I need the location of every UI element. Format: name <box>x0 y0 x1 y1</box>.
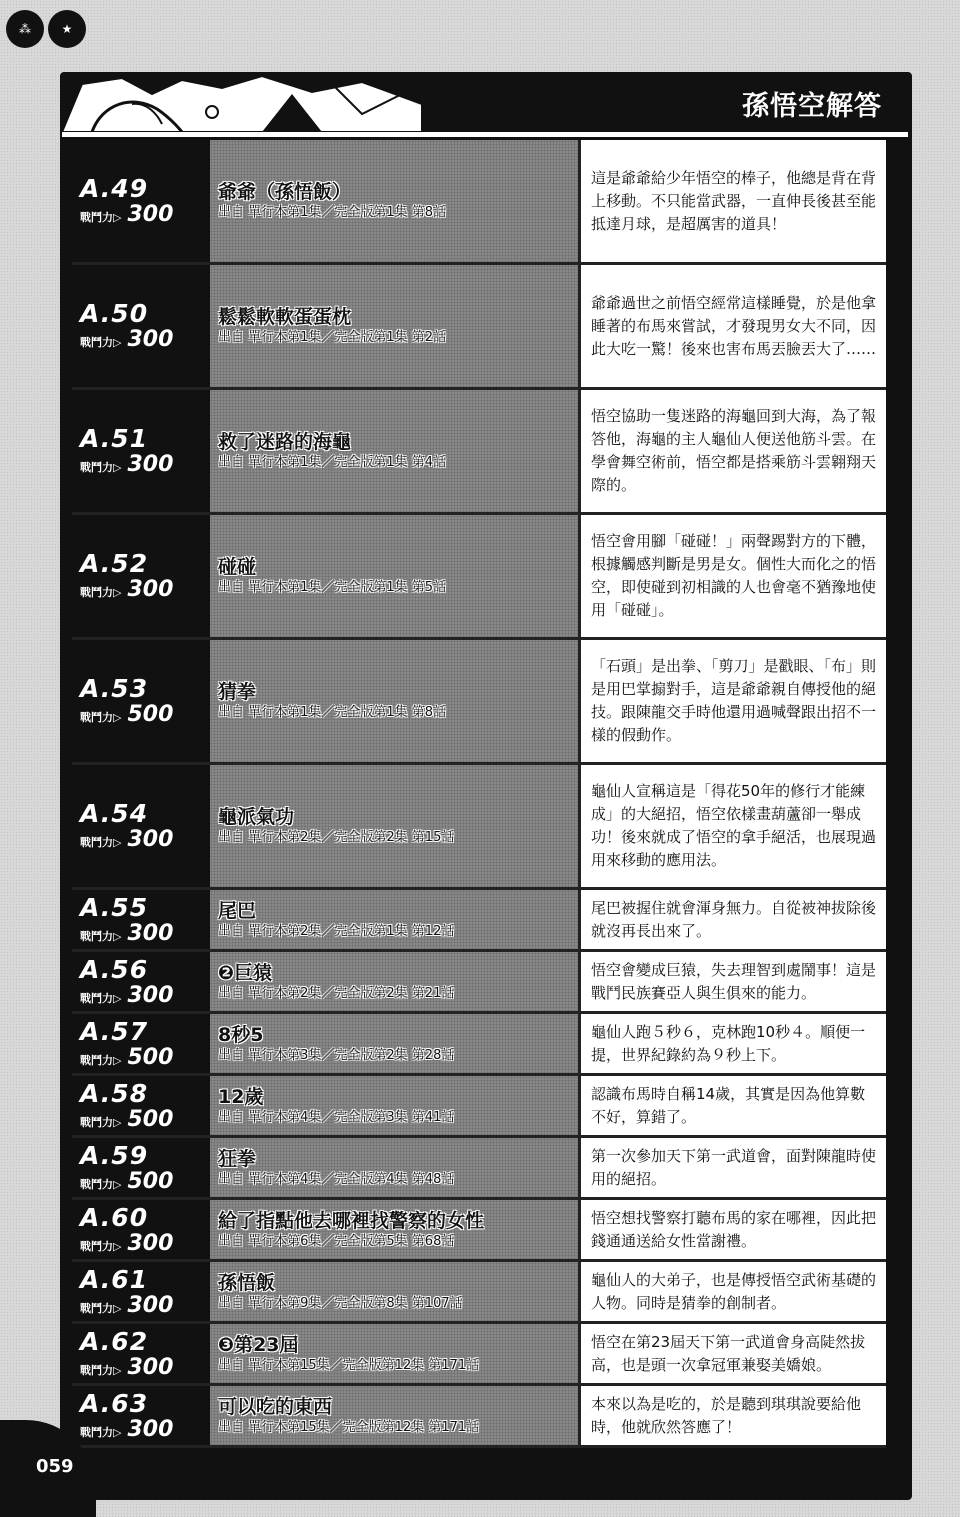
power-value: 300 <box>127 1230 174 1256</box>
power-label: 戰鬥力▷ <box>80 1301 122 1315</box>
power-value: 500 <box>127 1044 174 1070</box>
power-label: 戰鬥力▷ <box>80 929 122 943</box>
description-text: 本來以為是吃的，於是聽到琪琪說要給他時，他就欣然答應了！ <box>591 1394 862 1436</box>
answer-cell <box>210 1200 578 1259</box>
answer-text: 8秒5 <box>218 1023 264 1046</box>
source-reference: 出自 單行本第2集／完全版第2集 第21話 <box>218 985 455 1001</box>
dragon-ball-icon: ⁂ <box>6 10 44 48</box>
description-cell <box>578 952 886 1011</box>
description-cell <box>578 1386 886 1445</box>
answer-text: 孫悟飯 <box>218 1271 276 1294</box>
page-title: 孫悟空解答 <box>742 91 882 122</box>
power-value: 500 <box>127 702 174 727</box>
description-text: 龜仙人的大弟子，也是傳授悟空武術基礎的人物。同時是猜拳的創制者。 <box>591 1270 877 1312</box>
power-label: 戰鬥力▷ <box>80 586 122 599</box>
answer-cell <box>210 640 578 762</box>
power-label: 戰鬥力▷ <box>80 336 122 349</box>
description-text: 這是爺爺給少年悟空的棒子，他總是背在背上移動。不只能當武器，一直伸長後甚至能抵達月球，是超厲害的道具！ <box>591 168 877 233</box>
answer-row <box>72 390 886 515</box>
answer-row <box>72 640 886 765</box>
source-reference: 出自 單行本第4集／完全版第4集 第48話 <box>218 1171 455 1187</box>
power-level <box>80 982 210 1008</box>
answer-text: 可以吃的東西 <box>218 1395 333 1418</box>
header-divider <box>62 132 908 138</box>
source-reference: 出自 單行本第2集／完全版第1集 第12話 <box>218 923 455 939</box>
description-cell <box>578 1138 886 1197</box>
description-cell <box>578 1200 886 1259</box>
question-cell <box>72 1386 210 1445</box>
question-number: A.56 <box>80 954 149 984</box>
question-number: A.58 <box>80 1078 149 1108</box>
source-reference: 出自 單行本第3集／完全版第2集 第28話 <box>218 1047 455 1063</box>
power-level <box>80 204 210 226</box>
answer-cell <box>210 390 578 512</box>
answer-text: ❸第23屆 <box>218 1333 299 1356</box>
source-reference: 出自 單行本第6集／完全版第5集 第68話 <box>218 1233 455 1249</box>
power-value: 300 <box>127 1292 174 1318</box>
description-text: 悟空想找警察打聽布馬的家在哪裡，因此把錢通通送給女性當謝禮。 <box>591 1208 877 1250</box>
power-label: 戰鬥力▷ <box>80 1053 122 1067</box>
power-label: 戰鬥力▷ <box>80 461 122 474</box>
answer-row <box>72 1262 886 1324</box>
power-value: 300 <box>127 1416 174 1442</box>
power-label: 戰鬥力▷ <box>80 711 122 724</box>
description-cell <box>578 515 886 637</box>
question-number: A.51 <box>80 424 149 453</box>
source-reference: 出自 單行本第4集／完全版第3集 第41話 <box>218 1109 455 1125</box>
answer-cell <box>210 515 578 637</box>
source-reference: 出自 單行本第15集／完全版第12集 第171話 <box>218 1357 480 1373</box>
answer-text: 救了迷路的海龜 <box>218 431 352 453</box>
power-level <box>80 1106 210 1132</box>
answer-row <box>72 515 886 640</box>
description-cell <box>578 1014 886 1073</box>
power-value: 300 <box>127 827 174 852</box>
question-cell <box>72 140 210 262</box>
answer-text: 鬆鬆軟軟蛋蛋枕 <box>218 306 352 328</box>
question-cell <box>72 265 210 387</box>
description-text: 爺爺過世之前悟空經常這樣睡覺，於是他拿睡著的布馬來嘗試，才發現男女大不同，因此大吃一驚！後來也害布馬丟臉丟大了…… <box>591 293 877 358</box>
power-label: 戰鬥力▷ <box>80 211 122 224</box>
description-cell <box>578 640 886 762</box>
answer-text: 尾巴 <box>218 899 257 922</box>
answer-row <box>72 1386 886 1448</box>
answer-cell <box>210 1324 578 1383</box>
power-label: 戰鬥力▷ <box>80 1115 122 1129</box>
description-text: 悟空會用腳「碰碰！」兩聲踢對方的下體，根據觸感判斷是男是女。個性大而化之的悟空，即使碰到初相識的人也會毫不猶豫地使用「碰碰」。 <box>591 532 877 619</box>
source-reference: 出自 單行本第9集／完全版第8集 第107話 <box>218 1295 463 1311</box>
answer-text: 碰碰 <box>218 556 257 578</box>
description-text: 「石頭」是出拳、「剪刀」是戳眼、「布」則是用巴掌搧對手，這是爺爺親自傳授他的絕技。跟陳龍交手時他還用過喊聲跟出招不一樣的假動作。 <box>591 657 877 744</box>
answer-cell <box>210 1014 578 1073</box>
answer-cell <box>210 1386 578 1445</box>
answer-cell <box>210 1076 578 1135</box>
question-cell <box>72 1138 210 1197</box>
answer-text: 猜拳 <box>218 681 257 703</box>
power-level <box>80 329 210 351</box>
dragon-ball-icons <box>6 10 86 48</box>
power-label: 戰鬥力▷ <box>80 1425 122 1439</box>
page-header <box>62 74 910 132</box>
power-value: 300 <box>127 982 174 1008</box>
source-reference: 出自 單行本第1集／完全版第1集 第5話 <box>218 580 447 595</box>
question-number: A.55 <box>80 892 149 922</box>
source-reference: 出自 單行本第2集／完全版第2集 第15話 <box>218 830 455 845</box>
power-value: 300 <box>127 1354 174 1380</box>
power-value: 500 <box>127 1106 174 1132</box>
description-cell <box>578 1324 886 1383</box>
power-value: 300 <box>127 577 174 602</box>
description-cell <box>578 890 886 949</box>
source-reference: 出自 單行本第1集／完全版第1集 第8話 <box>218 205 447 220</box>
power-level <box>80 1416 210 1442</box>
description-text: 悟空在第23屆天下第一武道會身高陡然拔高，也是頭一次拿冠軍兼娶美嬌娘。 <box>591 1332 866 1374</box>
question-number: A.57 <box>80 1016 149 1046</box>
question-number: A.52 <box>80 549 149 578</box>
power-value: 300 <box>127 202 174 227</box>
description-text: 第一次參加天下第一武道會，面對陳龍時使用的絕招。 <box>591 1146 877 1188</box>
answer-table <box>72 140 886 1448</box>
answer-row <box>72 1324 886 1386</box>
power-level <box>80 920 210 946</box>
power-level <box>80 1168 210 1194</box>
question-number: A.61 <box>80 1264 149 1294</box>
description-text: 認識布馬時自稱14歲，其實是因為他算數不好，算錯了。 <box>591 1084 866 1126</box>
answer-row <box>72 952 886 1014</box>
source-reference: 出自 單行本第1集／完全版第1集 第4話 <box>218 455 447 470</box>
power-level <box>80 579 210 601</box>
answer-cell <box>210 952 578 1011</box>
question-cell <box>72 1262 210 1321</box>
answer-row <box>72 1138 886 1200</box>
power-label: 戰鬥力▷ <box>80 1177 122 1191</box>
source-reference: 出自 單行本第1集／完全版第1集 第8話 <box>218 705 447 720</box>
answer-text: 龜派氣功 <box>218 806 295 828</box>
question-cell <box>72 1200 210 1259</box>
question-cell <box>72 765 210 887</box>
description-cell <box>578 265 886 387</box>
answer-row <box>72 140 886 265</box>
power-value: 300 <box>127 920 174 946</box>
power-value: 300 <box>127 452 174 477</box>
answer-row <box>72 765 886 890</box>
answer-cell <box>210 765 578 887</box>
power-level <box>80 1292 210 1318</box>
question-cell <box>72 640 210 762</box>
answer-cell <box>210 140 578 262</box>
question-cell <box>72 952 210 1011</box>
question-cell <box>72 390 210 512</box>
question-number: A.54 <box>80 799 149 828</box>
question-number: A.60 <box>80 1202 149 1232</box>
question-number: A.53 <box>80 674 149 703</box>
question-cell <box>72 1324 210 1383</box>
description-cell <box>578 1076 886 1135</box>
description-text: 尾巴被握住就會渾身無力。自從被神拔除後就沒再長出來了。 <box>591 898 877 940</box>
question-cell <box>72 1076 210 1135</box>
answer-row <box>72 1200 886 1262</box>
question-cell <box>72 1014 210 1073</box>
question-cell <box>72 515 210 637</box>
power-value: 500 <box>127 1168 174 1194</box>
question-number: A.49 <box>80 174 149 203</box>
power-label: 戰鬥力▷ <box>80 836 122 849</box>
answer-text: 給了指點他去哪裡找警察的女性 <box>218 1209 485 1232</box>
source-reference: 出自 單行本第1集／完全版第1集 第2話 <box>218 330 447 345</box>
power-level <box>80 454 210 476</box>
power-level <box>80 1354 210 1380</box>
description-cell <box>578 390 886 512</box>
page-number: 059 <box>36 1456 74 1477</box>
power-level <box>80 704 210 726</box>
answer-cell <box>210 265 578 387</box>
question-number: A.63 <box>80 1388 149 1418</box>
answer-text: 爺爺（孫悟飯） <box>218 181 352 203</box>
answer-text: ❷巨猿 <box>218 961 273 984</box>
power-level <box>80 1044 210 1070</box>
power-label: 戰鬥力▷ <box>80 991 122 1005</box>
question-number: A.59 <box>80 1140 149 1170</box>
power-level <box>80 829 210 851</box>
description-cell <box>578 765 886 887</box>
description-text: 悟空會變成巨猿，失去理智到處鬧事！這是戰鬥民族賽亞人與生俱來的能力。 <box>591 960 877 1002</box>
power-level <box>80 1230 210 1256</box>
question-number: A.50 <box>80 299 149 328</box>
answer-cell <box>210 890 578 949</box>
description-text: 龜仙人跑５秒６，克林跑10秒４。順便一提，世界紀錄約為９秒上下。 <box>591 1022 866 1064</box>
answer-row <box>72 1076 886 1138</box>
question-number: A.62 <box>80 1326 149 1356</box>
answer-row <box>72 890 886 952</box>
answer-row <box>72 265 886 390</box>
description-text: 悟空協助一隻迷路的海龜回到大海，為了報答他，海龜的主人龜仙人便送他筋斗雲。在學會舞空術前，悟空都是搭乘筋斗雲翱翔天際的。 <box>591 407 877 494</box>
dragon-ball-icon: ★ <box>48 10 86 48</box>
description-cell <box>578 1262 886 1321</box>
source-reference: 出自 單行本第15集／完全版第12集 第171話 <box>218 1419 480 1435</box>
answer-row <box>72 1014 886 1076</box>
answer-text: 12歲 <box>218 1085 264 1108</box>
question-cell <box>72 890 210 949</box>
power-label: 戰鬥力▷ <box>80 1239 122 1253</box>
answer-cell <box>210 1138 578 1197</box>
answer-cell <box>210 1262 578 1321</box>
answer-text: 狂拳 <box>218 1147 257 1170</box>
power-value: 300 <box>127 327 174 352</box>
power-label: 戰鬥力▷ <box>80 1363 122 1377</box>
goku-illustration <box>62 74 422 132</box>
description-text: 龜仙人宣稱這是「得花50年的修行才能練成」的大絕招，悟空依樣畫葫蘆卻一舉成功！後來就成了悟空的拿手絕活，也展現過用來移動的應用法。 <box>591 782 877 869</box>
description-cell <box>578 140 886 262</box>
